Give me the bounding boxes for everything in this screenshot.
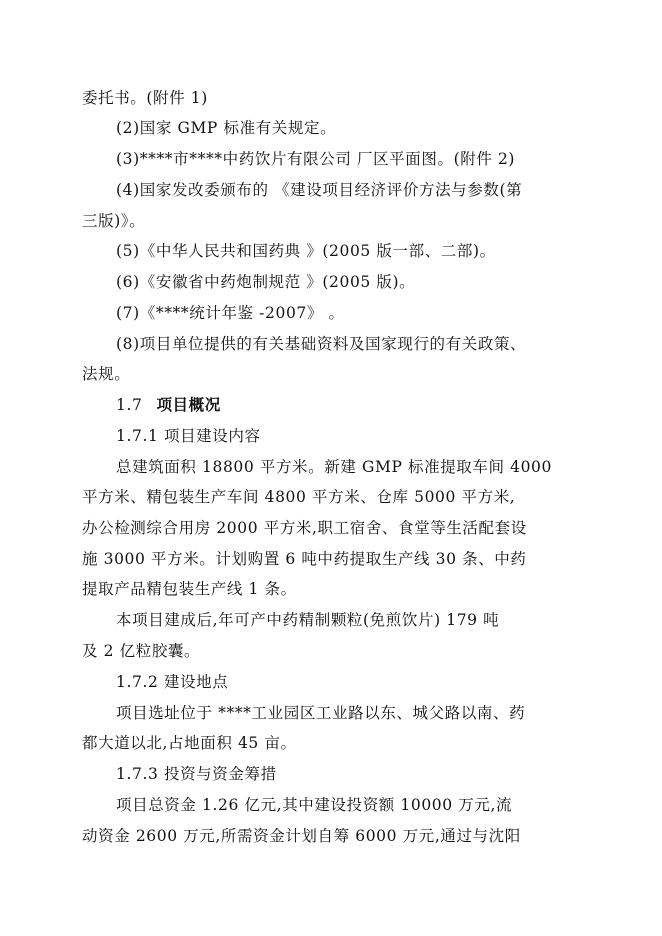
section-number: 1.7 [116, 396, 143, 414]
text-line: (8)项目单位提供的有关基础资料及国家现行的有关政策、 [116, 335, 527, 353]
section-heading [116, 395, 616, 415]
text-line: 项目总资金 1.26 亿元,其中建设投资额 10000 万元,流 [116, 796, 513, 814]
text-line: 及 2 亿粒胶囊。 [82, 642, 201, 660]
text-line: 委托书。(附件 1) [82, 89, 208, 107]
text-line: (4)国家发改委颁布的 《建设项目经济评价方法与参数(第 [116, 181, 523, 199]
section-title: 项目概况 [156, 395, 221, 414]
text-line: 本项目建成后,年可产中药精制颗粒(免煎饮片) 179 吨 [116, 611, 500, 629]
text-line: (2)国家 GMP 标准有关规定。 [116, 119, 337, 137]
text-line: 提取产品精包装生产线 1 条。 [82, 580, 297, 598]
text-line: 施 3000 平方米。计划购置 6 吨中药提取生产线 30 条、中药 [82, 550, 527, 568]
text-line: 动资金 2600 万元,所需资金计划自筹 6000 万元,通过与沈阳 [82, 827, 521, 845]
text-line: (5)《中华人民共和国药典 》(2005 版一部、二部)。 [116, 242, 496, 260]
text-line: 项目选址位于 ****工业园区工业路以东、城父路以南、药 [116, 704, 526, 722]
text-line: (7)《****统计年鉴 -2007》 。 [116, 304, 345, 322]
text-line: (6)《安徽省中药炮制规范 》(2005 版)。 [116, 273, 416, 291]
subsection-title: 1.7.3 投资与资金筹措 [116, 765, 277, 783]
text-line: 办公检测综合用房 2000 平方米,职工宿舍、食堂等生活配套设 [82, 519, 527, 537]
text-line: 三版)》。 [82, 212, 146, 230]
subsection-title: 1.7.2 建设地点 [116, 673, 229, 691]
text-line: 总建筑面积 18800 平方米。新建 GMP 标准提取车间 4000 [116, 458, 552, 476]
text-line: 法规。 [82, 365, 131, 383]
text-line: 平方米、精包装生产车间 4800 平方米、仓库 5000 平方米, [82, 488, 516, 506]
subsection-title: 1.7.1 项目建设内容 [116, 427, 261, 445]
text-line: (3)****市****中药饮片有限公司 厂区平面图。(附件 2) [116, 150, 516, 168]
text-line: 都大道以北,占地面积 45 亩。 [82, 734, 297, 752]
